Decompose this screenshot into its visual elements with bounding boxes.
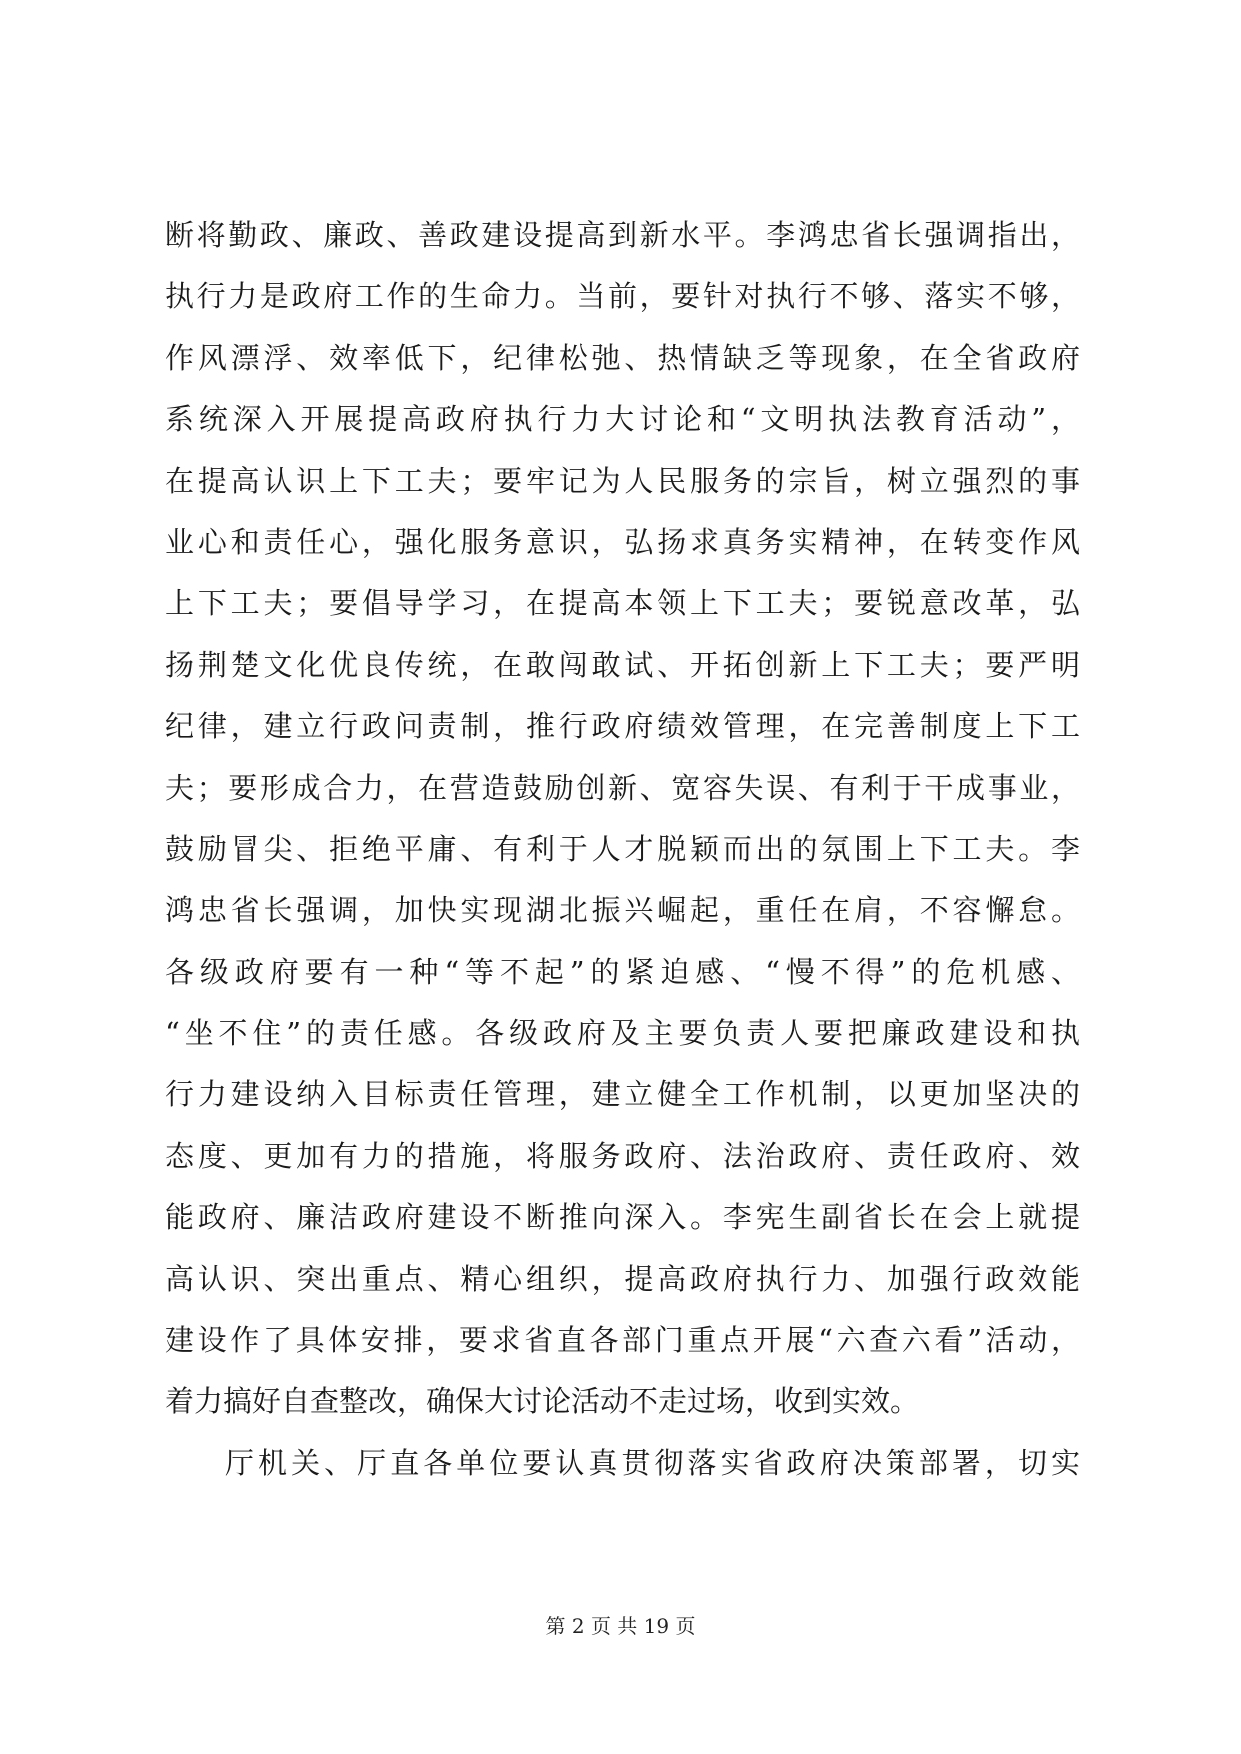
text-line: 业心和责任心，强化服务意识，弘扬求真务实精神，在转变作风 (165, 524, 1080, 559)
text-line: 扬荆楚文化优良传统，在敢闯敢试、开拓创新上下工夫；要严明 (165, 647, 1080, 682)
text-line: 断将勤政、廉政、善政建设提高到新水平。李鸿忠省长强调指出， (165, 218, 1080, 252)
text-line: 能政府、廉洁政府建设不断推向深入。李宪生副省长在会上就提 (165, 1200, 1080, 1235)
text-line: 执行力是政府工作的生命力。当前，要针对执行不够、落实不够， (165, 279, 1080, 314)
text-line: 作风漂浮、效率低下，纪律松弛、热情缺乏等现象，在全省政府 (165, 340, 1080, 375)
text-line: 建设作了具体安排，要求省直各部门重点开展“六查六看”活动， (165, 1323, 1080, 1358)
text-line: 鸿忠省长强调，加快实现湖北振兴崛起，重任在肩，不容懈怠。 (165, 893, 1080, 928)
text-line: 在提高认识上下工夫；要牢记为人民服务的宗旨，树立强烈的事 (165, 463, 1080, 498)
text-line: 纪律，建立行政问责制，推行政府绩效管理，在完善制度上下工 (165, 709, 1080, 744)
text-line: 高认识、突出重点、精心组织，提高政府执行力、加强行政效能 (165, 1261, 1080, 1296)
text-line: 各级政府要有一种“等不起”的紧迫感、“慢不得”的危机感、 (165, 954, 1080, 989)
document-body (165, 205, 1080, 1494)
text-line: 行力建设纳入目标责任管理，建立健全工作机制，以更加坚决的 (165, 1077, 1080, 1112)
paragraph-start-line: 厅机关、厅直各单位要认真贯彻落实省政府决策部署，切实 (225, 1445, 1080, 1480)
text-line: 夫；要形成合力，在营造鼓励创新、宽容失误、有利于干成事业， (165, 770, 1080, 805)
text-line: “坐不住”的责任感。各级政府及主要负责人要把廉政建设和执 (165, 1016, 1080, 1051)
text-line: 上下工夫；要倡导学习，在提高本领上下工夫；要锐意改革，弘 (165, 586, 1080, 621)
page-number-footer: 第 2 页 共 19 页 (545, 1614, 696, 1638)
text-line: 鼓励冒尖、拒绝平庸、有利于人才脱颖而出的氛围上下工夫。李 (165, 831, 1080, 866)
paragraph-end-line: 着力搞好自查整改，确保大讨论活动不走过场，收到实效。 (165, 1384, 920, 1419)
text-line: 态度、更加有力的措施，将服务政府、法治政府、责任政府、效 (165, 1138, 1080, 1173)
text-line: 系统深入开展提高政府执行力大讨论和“文明执法教育活动”， (165, 402, 1080, 437)
